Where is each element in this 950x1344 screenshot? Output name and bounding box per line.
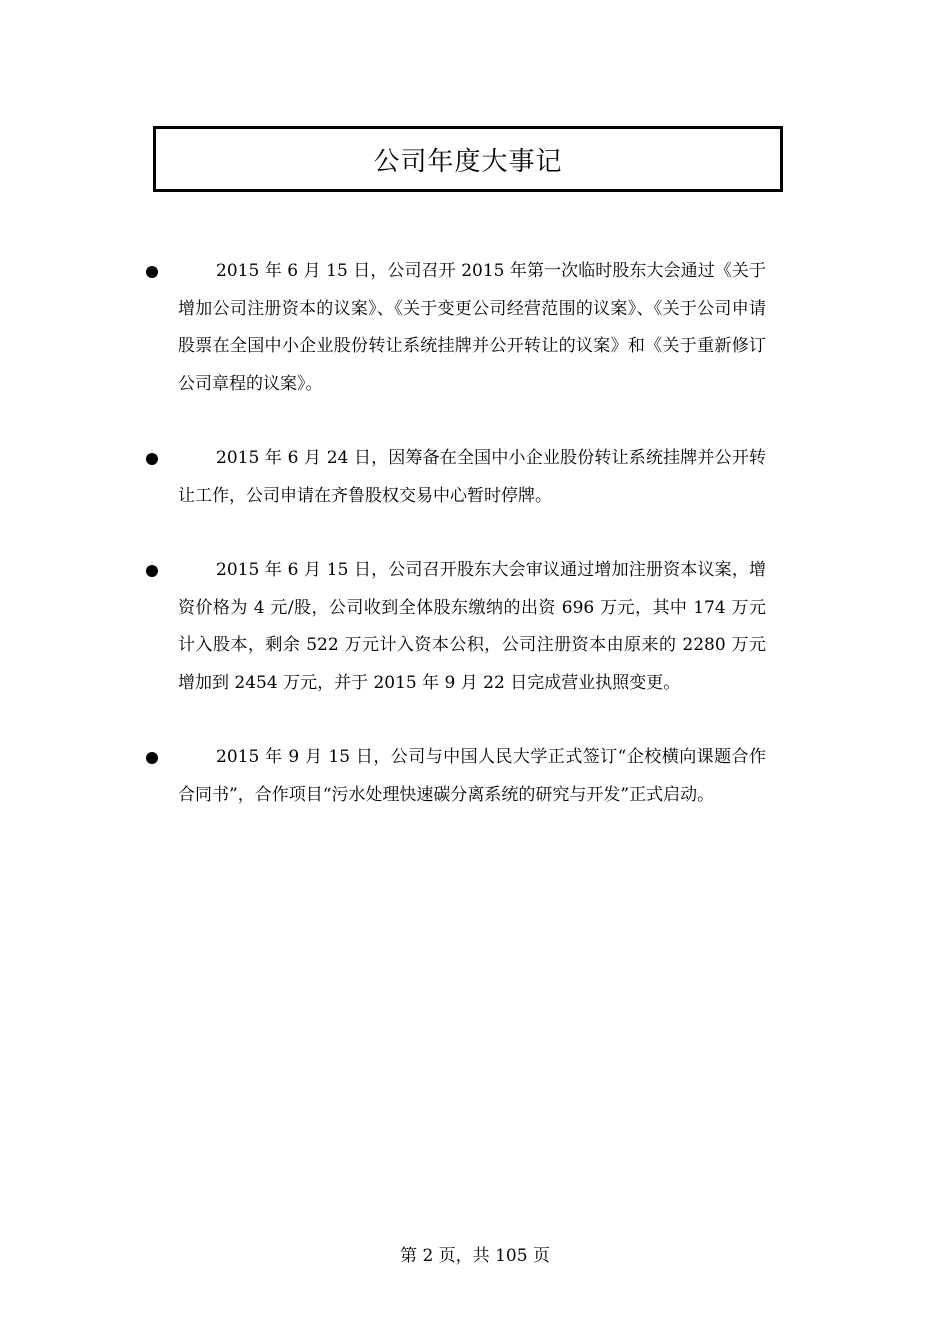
bullet-icon (146, 752, 158, 764)
event-text: 2015 年 6 月 15 日，公司召开股东大会审议通过增加注册资本议案，增资价格为 4 元/股，公司收到全体股东缴纳的出资 696 万元，其中 174 万元计入股本，剩余 522 万元计入资本公积，公司注册资本由原来的 2280 万元增加到 2454 万元，并于 2015 年 9 月 22 日完成营业执照变更。 (178, 560, 766, 693)
page-title: 公司年度大事记 (373, 146, 563, 177)
bullet-icon (146, 453, 158, 465)
bullet-icon (146, 565, 158, 577)
event-text: 2015 年 9 月 15 日，公司与中国人民大学正式签订“企校横向课题合作合同书”，合作项目“污水处理快速碳分离系统的研究与开发”正式启动。 (178, 747, 766, 805)
bullet-icon (146, 266, 158, 278)
list-item (0, 440, 950, 515)
page-footer: 第 2 页，共 105 页 (400, 1246, 550, 1266)
list-item (0, 253, 950, 403)
event-text: 2015 年 6 月 15 日，公司召开 2015 年第一次临时股东大会通过《关于增加公司注册资本的议案》、《关于变更公司经营范围的议案》、《关于公司申请股票在全国中小企业股份转让系统挂牌并公开转让的议案》和《关于重新修订公司章程的议案》。 (178, 261, 766, 394)
event-list (0, 253, 950, 851)
event-text: 2015 年 6 月 24 日，因筹备在全国中小企业股份转让系统挂牌并公开转让工作，公司申请在齐鲁股权交易中心暂时停牌。 (178, 448, 766, 506)
list-item (0, 739, 950, 814)
title-box (153, 126, 783, 192)
list-item (0, 552, 950, 702)
